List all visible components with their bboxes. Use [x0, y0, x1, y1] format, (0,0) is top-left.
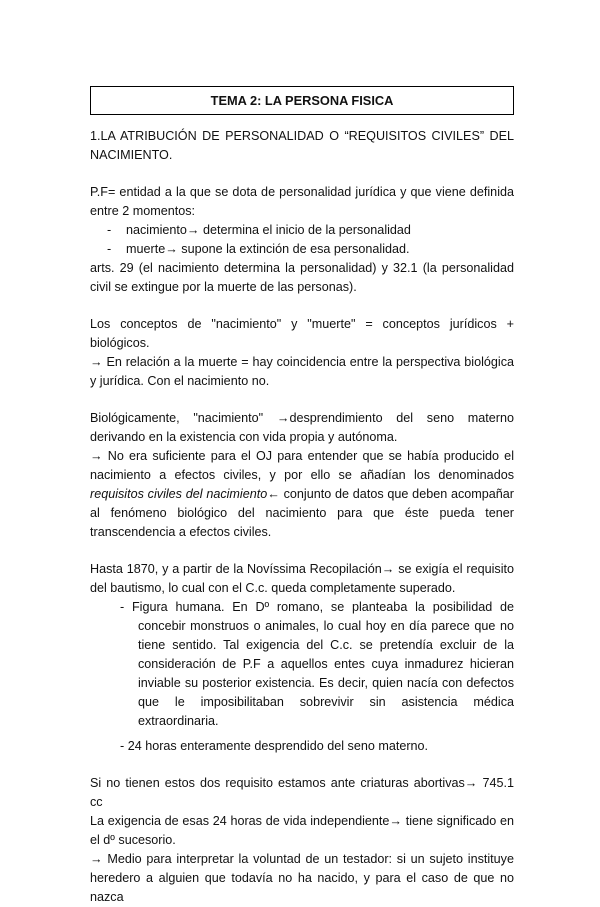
sublist-item-figura-humana: - Figura humana. En Dº romano, se planteaba la posibilidad de concebir monstruos o animales, lo cual hoy en día parece que no tiene sentido. Tal exigencia del C.c. se pretendía excluir de la consideración de P.F a aquellos entes cuya inmadurez hicieran inviable su posterior existencia. Es decir, quien nacía con defectos que le imposibilitaban sobrevivir sin asistencia médica extraordinaria. [120, 600, 514, 728]
list-item [90, 221, 514, 240]
paragraph-concepts: Los conceptos de "nacimiento" y "muerte" = conceptos jurídicos + biológicos. [90, 317, 514, 350]
page-title: TEMA 2: LA PERSONA FISICA [90, 86, 514, 115]
bullet-dash: - [107, 223, 112, 237]
paragraph-testador: → Medio para interpretar la voluntad de un testador: si un sujeto instituye heredero a alguien que todavía no ha nacido, y para el caso de que no nazca [90, 852, 514, 904]
paragraph-history: Hasta 1870, y a partir de la Novíssima Recopilación→ se exigía el requisito del bautismo, lo cual con el C.c. queda completamente superado. [90, 562, 514, 595]
requirements-italic-term: requisitos civiles del nacimiento [90, 487, 268, 501]
paragraph-24-horas: La exigencia de esas 24 horas de vida independiente→ tiene significado en el dº sucesorio. [90, 814, 514, 847]
paragraph-articles: arts. 29 (el nacimiento determina la personalidad) y 32.1 (la personalidad civil se extingue por la muerte de las personas). [90, 261, 514, 294]
paragraph-requirements [90, 447, 514, 542]
list-item [90, 240, 514, 259]
sublist-item-24-horas: - 24 horas enteramente desprendido del seno materno. [120, 739, 429, 753]
requirements-text-start: → No era suficiente para el OJ para entender que se había producido el nacimiento a efectos civiles, y por ello se añadían los denominados [90, 449, 514, 482]
list-item-text: muerte→ supone la extinción de esa personalidad. [126, 242, 410, 256]
list-item-text: nacimiento→ determina el inicio de la personalidad [126, 223, 411, 237]
requirements-sublist [90, 598, 514, 756]
document-page [90, 86, 514, 907]
paragraph-concepts-note: → En relación a la muerte = hay coincidencia entre la perspectiva biológica y jurídica. Con el nacimiento no. [90, 355, 514, 388]
paragraph-abortivas: Si no tienen estos dos requisito estamos ante criaturas abortivas→ 745.1 cc [90, 776, 514, 809]
requirements-text-end: ← conjunto de datos que deben acompañar al fenómeno biológico del nacimiento para que éste pueda tener transcendencia a efectos civiles. [90, 487, 514, 539]
paragraph-definition: P.F= entidad a la que se dota de personalidad jurídica y que viene definida entre 2 momentos: [90, 185, 514, 218]
section-heading: 1.LA ATRIBUCIÓN DE PERSONALIDAD O “REQUISITOS CIVILES” DEL NACIMIENTO. [90, 129, 514, 162]
bullet-dash: - [107, 242, 112, 256]
paragraph-biological: Biológicamente, "nacimiento" →desprendimiento del seno materno derivando en la existencia con vida propia y autónoma. [90, 411, 514, 444]
